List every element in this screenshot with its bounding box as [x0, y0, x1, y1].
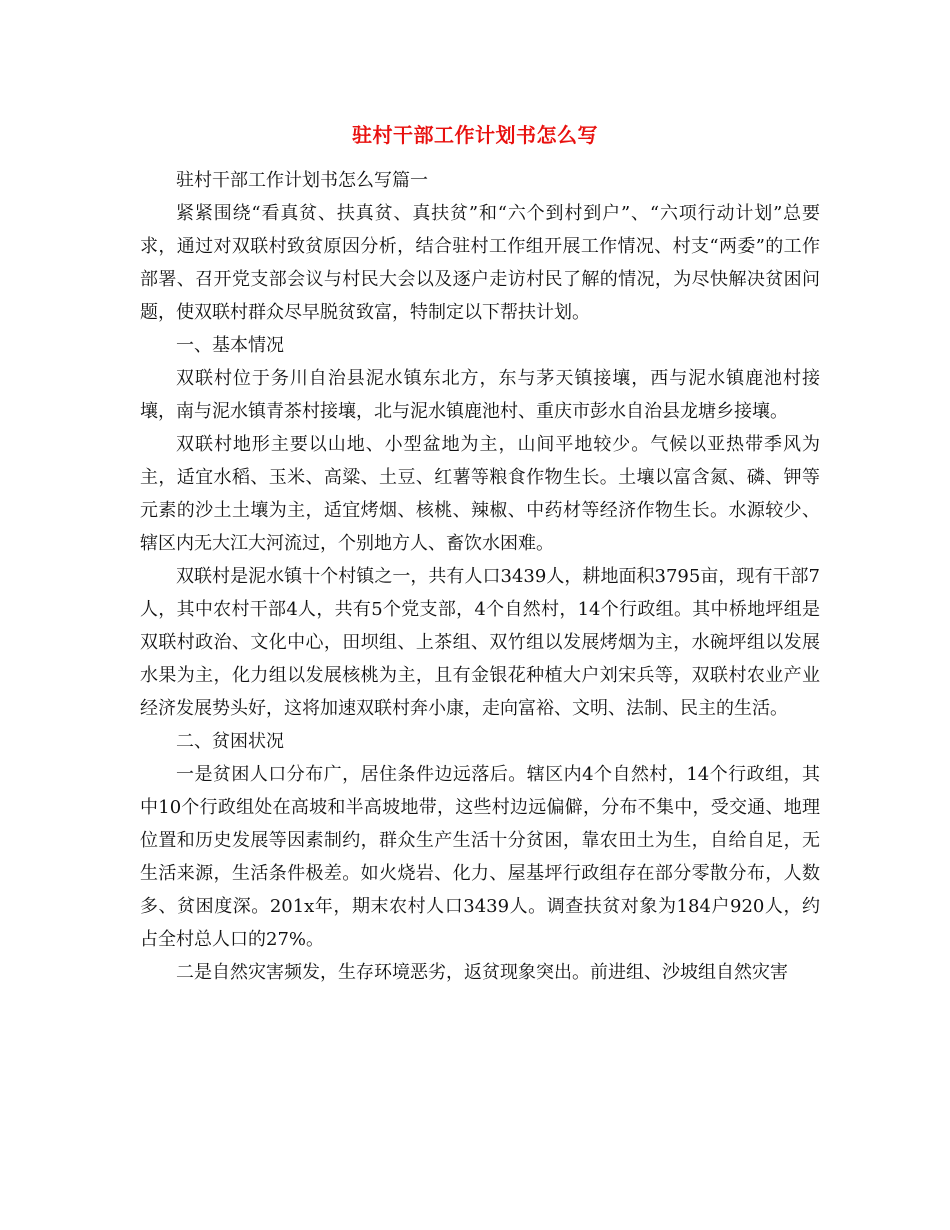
paragraph-section-heading: 驻村干部工作计划书怎么写篇一: [176, 170, 428, 191]
paragraph: 一是贫困人口分布广，居住条件边远落后。辖区内4个自然村，14个行政组，其中10个行政组处在高坡和半高坡地带，这些村边远偏僻，分布不集中，受交通、地理位置和历史发展等因素制约，群众生产生活十分贫困，靠农田土为生，自给自足，无生活来源，生活条件极差。如火烧岩、化力、屋基坪行政组存在部分零散分布，人数多、贫困度深。201x年，期末农村人口3439人。调查扶贫对象为184户920人，约占全村总人口的27%。: [140, 764, 820, 950]
paragraph-heading: 二、贫困状况: [176, 731, 284, 752]
document-title: 驻村干部工作计划书怎么写: [352, 123, 598, 147]
paragraph: 双联村位于务川自治县泥水镇东北方，东与茅天镇接壤，西与泥水镇鹿池村接壤，南与泥水镇青茶村接壤，北与泥水镇鹿池村、重庆市彭水自治县龙塘乡接壤。: [140, 368, 820, 422]
paragraph: 双联村地形主要以山地、小型盆地为主，山间平地较少。气候以亚热带季风为主，适宜水稻、玉米、高粱、土豆、红薯等粮食作物生长。土壤以富含氮、磷、钾等元素的沙土土壤为主，适宜烤烟、核桃、辣椒、中药材等经济作物生长。水源较少、辖区内无大江大河流过，个别地方人、畜饮水困难。: [140, 434, 820, 554]
document-body: [140, 164, 820, 989]
paragraph: 二是自然灾害频发，生存环境恶劣，返贫现象突出。前进组、沙坡组自然灾害: [176, 962, 788, 983]
paragraph-heading: 一、基本情况: [176, 335, 284, 356]
paragraph: 双联村是泥水镇十个村镇之一，共有人口3439人，耕地面积3795亩，现有干部7人，其中农村干部4人，共有5个党支部，4个自然村，14个行政组。其中桥地坪组是双联村政治、文化中心，田坝组、上茶组、双竹组以发展烤烟为主，水碗坪组以发展水果为主，化力组以发展核桃为主，且有金银花种植大户刘宋兵等，双联村农业产业经济发展势头好，这将加速双联村奔小康，走向富裕、文明、法制、民主的生活。: [140, 566, 820, 719]
paragraph: 紧紧围绕“看真贫、扶真贫、真扶贫”和“六个到村到户”、“六项行动计划”总要求，通过对双联村致贫原因分析，结合驻村工作组开展工作情况、村支“两委”的工作部署、召开党支部会议与村民大会以及逐户走访村民了解的情况，为尽快解决贫困问题，使双联村群众尽早脱贫致富，特制定以下帮扶计划。: [140, 203, 820, 323]
